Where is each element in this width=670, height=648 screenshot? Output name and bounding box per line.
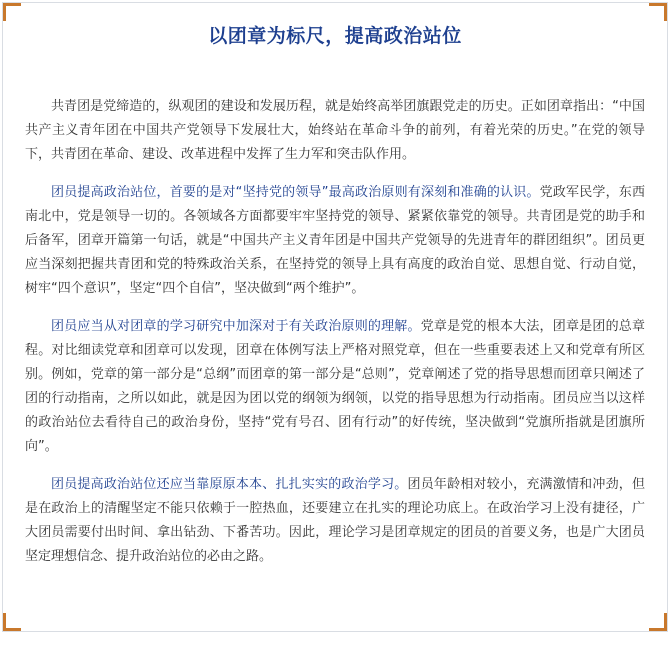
paragraph-2-highlight: 团员提高政治站位，首要的是对“坚持党的领导”最高政治原则有深刻和准确的认识。 bbox=[51, 185, 540, 200]
corner-ornament-top-right bbox=[649, 3, 667, 21]
paragraph-2 bbox=[25, 181, 645, 301]
paragraph-4-highlight: 团员提高政治站位还应当靠原原本本、扎扎实实的政治学习。 bbox=[51, 477, 408, 492]
paragraph-4-text: 团员年龄相对较小，充满激情和冲劲，但是在政治上的清醒坚定不能只依赖于一腔热血，还要建立在扎实的理论功底上。在政治学习上没有捷径，广大团员需要付出时间、拿出钻劲、下番苦功。因此，理论学习是团章规定的团员的首要义务，也是广大团员坚定理想信念、提升政治站位的必由之路。 bbox=[25, 477, 645, 564]
paragraph-4 bbox=[25, 473, 645, 569]
corner-ornament-bottom-left bbox=[3, 613, 21, 631]
paragraph-2-text: 党政军民学，东西南北中，党是领导一切的。各领域各方面都要牢牢坚持党的领导、紧紧依靠党的领导。共青团是党的助手和后备军，团章开篇第一句话，就是“中国共产主义青年团是中国共产党领导的先进青年的群团组织”。团员更应当深刻把握共青团和党的特殊政治关系，在坚持党的领导上具有高度的政治自觉、思想自觉、行动自觉，树牢“四个意识”，坚定“四个自信”，坚决做到“两个维护”。 bbox=[25, 185, 645, 296]
article-frame bbox=[2, 2, 668, 632]
paragraph-3-highlight: 团员应当从对团章的学习研究中加深对于有关政治原则的理解。 bbox=[51, 319, 421, 334]
paragraph-1-text: 共青团是党缔造的，纵观团的建设和发展历程，就是始终高举团旗跟党走的历史。正如团章指出：“中国共产主义青年团在中国共产党领导下发展壮大，始终站在革命斗争的前列，有着光荣的历史。”在党的领导下，共青团在革命、建设、改革进程中发挥了生力军和突击队作用。 bbox=[25, 99, 645, 162]
corner-ornament-top-left bbox=[3, 3, 21, 21]
article-title: 以团章为标尺，提高政治站位 bbox=[208, 25, 462, 47]
paragraph-1 bbox=[25, 95, 645, 167]
paragraph-3-text: 党章是党的根本大法，团章是团的总章程。对比细读党章和团章可以发现，团章在体例写法上严格对照党章，但在一些重要表述上又和党章有所区别。例如，党章的第一部分是“总纲”而团章的第一部分是“总则”，党章阐述了党的指导思想而团章只阐述了团的行动指南，之所以如此，就是因为团以党的纲领为纲领，以党的指导思想为行动指南。团员应当以这样的政治站位去看待自己的政治身份，坚持“党有号召、团有行动”的好传统，坚决做到“党旗所指就是团旗所向”。 bbox=[25, 319, 645, 454]
article-body bbox=[25, 95, 645, 583]
paragraph-3 bbox=[25, 315, 645, 459]
corner-ornament-bottom-right bbox=[649, 613, 667, 631]
